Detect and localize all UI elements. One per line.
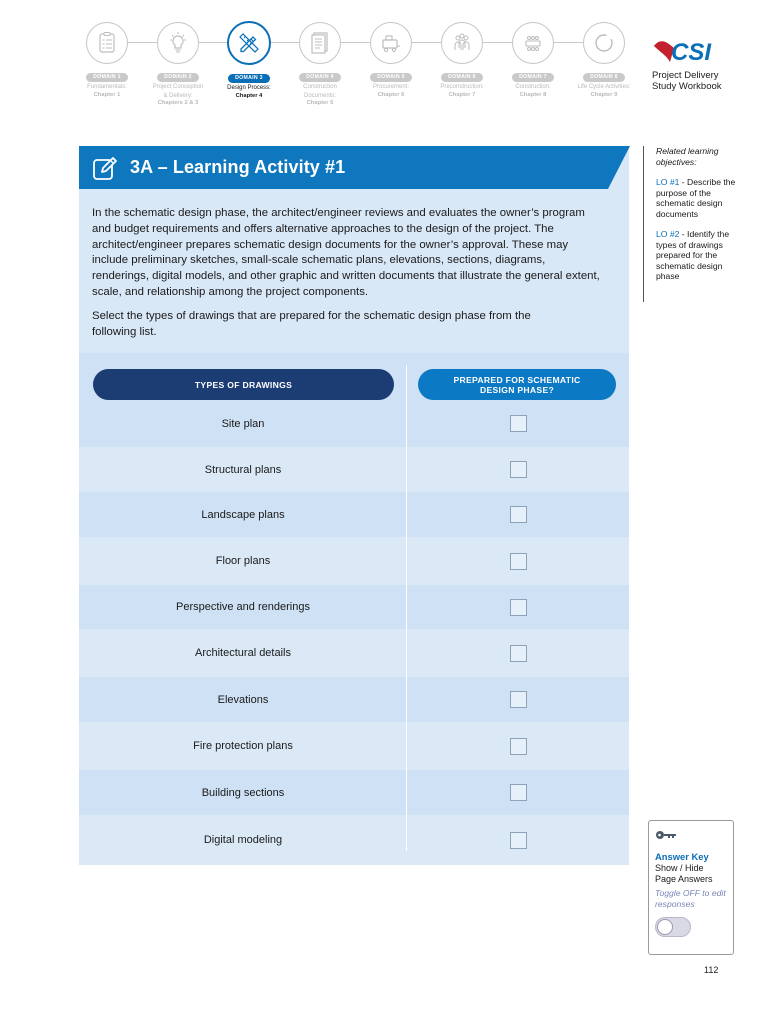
- domain-step-4[interactable]: [282, 20, 358, 108]
- domain-step-1[interactable]: [69, 20, 145, 99]
- answer-key-title: Answer Key: [655, 851, 709, 862]
- domain-label: Construction: [303, 84, 337, 90]
- domain-badge: DOMAIN 3: [228, 74, 270, 83]
- table-row: [79, 585, 629, 629]
- domain-chapter: Chapter 1: [93, 91, 121, 98]
- domain-chapter: Chapter 7: [448, 91, 476, 98]
- toggle-knob: [657, 919, 673, 935]
- row-label: Elevations: [217, 693, 269, 706]
- document-icon: [299, 22, 341, 64]
- domain-chapter: Chapter 9: [590, 91, 618, 98]
- lo-tag: LO #1: [656, 177, 680, 187]
- csi-brand: [652, 38, 752, 92]
- activity-title-bar: [79, 146, 608, 189]
- domain-badge: DOMAIN 6: [441, 73, 483, 82]
- csi-logo-text: CSI: [671, 39, 712, 64]
- drawings-table: [79, 353, 629, 865]
- domain-label: Fundamentals:: [87, 84, 127, 90]
- answer-key-box: [648, 820, 734, 955]
- row-checkbox[interactable]: [510, 415, 527, 432]
- lo-text: - Identify the types of drawings prepared for the schematic design phase: [656, 229, 730, 281]
- domain-label: Procurement:: [372, 84, 409, 90]
- row-checkbox[interactable]: [510, 691, 527, 708]
- domain-step-3[interactable]: [211, 20, 287, 100]
- checklist-icon: [86, 22, 128, 64]
- row-label: Floor plans: [215, 555, 271, 567]
- domain-badge: DOMAIN 4: [299, 73, 341, 82]
- domain-chapter: Chapter 8: [519, 91, 547, 98]
- domain-navigation: [78, 20, 638, 120]
- learning-objectives-sidebar: [643, 146, 743, 302]
- lo-text: - Describe the purpose of the schematic design documents: [656, 177, 736, 219]
- meeting-icon: [512, 22, 554, 64]
- domain-badge: DOMAIN 7: [512, 73, 554, 82]
- table-row: [79, 492, 629, 537]
- table-row: [79, 629, 629, 677]
- row-checkbox[interactable]: [510, 461, 527, 478]
- team-icon: [441, 22, 483, 64]
- row-label: Building sections: [201, 786, 285, 799]
- csi-logo: [652, 38, 752, 64]
- answer-key-page-answers: Page Answers: [655, 874, 713, 884]
- row-label: Digital modeling: [203, 834, 283, 846]
- domain-chapter: Chapters 2 & 3: [157, 100, 199, 106]
- objectives-heading: Related learning objectives:: [656, 146, 719, 167]
- domain-label: Preconstruction:: [440, 84, 484, 90]
- domain-chapter: Chapter 4: [235, 92, 263, 99]
- pencil-ruler-icon: [227, 21, 271, 65]
- header-prepared-for-schematic: PREPARED FOR SCHEMATIC DESIGN PHASE?: [418, 369, 616, 400]
- domain-badge: DOMAIN 8: [583, 73, 625, 82]
- learning-objective-2: [656, 229, 743, 282]
- answer-key-show-hide: Show / Hide: [655, 862, 704, 873]
- row-label: Structural plans: [204, 463, 282, 476]
- domain-label: Life Cycle Activities:: [577, 84, 631, 90]
- domain-step-5[interactable]: [353, 20, 429, 99]
- lo-tag: LO #2: [656, 229, 680, 239]
- table-row: [79, 770, 629, 815]
- domain-label: Design Process:: [227, 85, 271, 91]
- row-label: Architectural details: [195, 647, 291, 659]
- domain-badge: DOMAIN 5: [370, 73, 412, 82]
- row-checkbox[interactable]: [510, 599, 527, 616]
- domain-step-6[interactable]: [424, 20, 500, 99]
- table-row: [79, 722, 629, 770]
- domain-chapter: Chapter 5: [306, 100, 334, 106]
- domain-step-8[interactable]: [566, 20, 642, 99]
- page-number: 112: [704, 965, 719, 975]
- brand-subtitle-line2: Study Workbook: [652, 81, 722, 92]
- table-row: [79, 400, 629, 447]
- activity-intro: In the schematic design phase, the architect/engineer reviews and evaluates the owner’s program and budget requirements and offers alternative approaches to the design of the project. The architect/engineer prepares schematic design documents for the owner’s approval. These may include preliminary sketches, small-scale schematic plans, elevations, sections, diagrams, renderings, digital models, and other graphic and written documents that illustrate the general extent, scale, and relationship among the project components.: [92, 207, 600, 298]
- domain-label: Construction:: [515, 84, 551, 90]
- lightbulb-icon: [157, 22, 199, 64]
- table-row: [79, 447, 629, 492]
- domain-label-line2: Documents:: [303, 92, 336, 99]
- row-checkbox[interactable]: [510, 832, 527, 849]
- table-row: [79, 677, 629, 722]
- row-checkbox[interactable]: [510, 738, 527, 755]
- activity-instruction: Select the types of drawings that are prepared for the schematic design phase from the following list.: [92, 310, 531, 338]
- learning-objective-1: [656, 177, 743, 219]
- domain-step-7[interactable]: [495, 20, 571, 99]
- table-row: [79, 815, 629, 865]
- domain-badge: DOMAIN 2: [157, 73, 199, 82]
- row-label: Landscape plans: [201, 508, 285, 521]
- table-row: [79, 537, 629, 585]
- brand-subtitle-line1: Project Delivery: [652, 70, 719, 81]
- header-types-of-drawings: TYPES OF DRAWINGS: [93, 369, 394, 400]
- row-label: Perspective and renderings: [176, 601, 310, 613]
- answer-key-toggle[interactable]: [655, 917, 691, 937]
- answer-key-note: Toggle OFF to edit responses: [655, 887, 726, 909]
- domain-chapter: Chapter 6: [377, 91, 405, 98]
- edit-pencil-icon: [92, 155, 118, 181]
- column-divider: [406, 365, 407, 851]
- cycle-icon: [583, 22, 625, 64]
- row-label: Site plan: [221, 417, 265, 430]
- learning-activity-panel: [79, 146, 629, 865]
- domain-label-line2: & Delivery:: [163, 92, 193, 99]
- row-label: Fire protection plans: [193, 740, 293, 752]
- row-checkbox[interactable]: [510, 784, 527, 801]
- train-icon: [370, 22, 412, 64]
- key-icon: [655, 829, 677, 841]
- activity-title: 3A – Learning Activity #1: [130, 157, 346, 177]
- domain-step-2[interactable]: [140, 20, 216, 108]
- row-checkbox[interactable]: [510, 645, 527, 662]
- domain-badge: DOMAIN 1: [86, 73, 128, 82]
- row-checkbox[interactable]: [510, 506, 527, 523]
- domain-label: Project Conception: [152, 84, 204, 90]
- row-checkbox[interactable]: [510, 553, 527, 570]
